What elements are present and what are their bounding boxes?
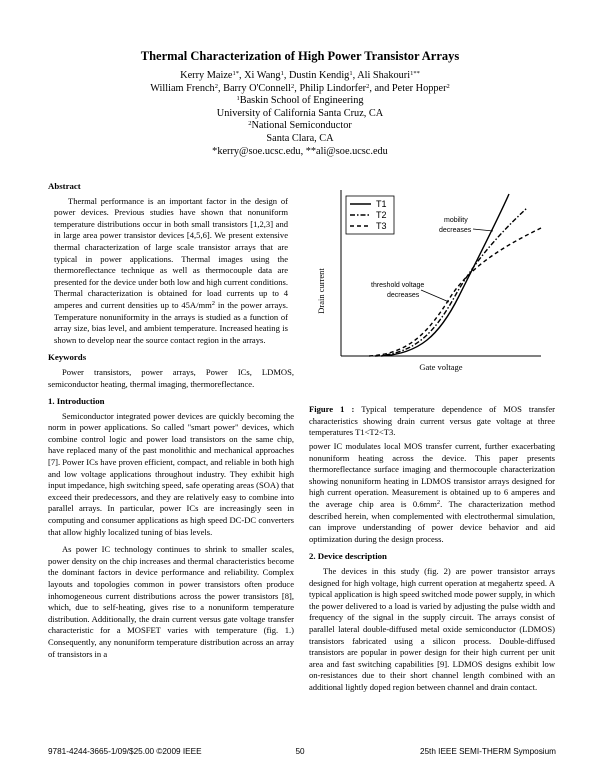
- author-affil-marker: 2: [366, 82, 370, 90]
- author-line-1: Kerry Maize$^{1*}$, Xi Wang$^1$, Dustin Kendig$^1$, Ali Shakouri$^{1**}$: [180, 70, 420, 81]
- affiliation-name: Baskin School of Engineering: [239, 95, 364, 107]
- affiliation-2-location: Santa Clara, CA: [266, 132, 334, 144]
- author-name: Xi Wang: [244, 70, 281, 81]
- abstract-text-part: Thermal performance is an important factor in the design of power devices. Previous studies have shown that nonuniform temperature distributions occur in both small transistors [1,2,3] and in large area power transistor devices [4,5,6]. We present extensive thermal characterization of large scale transistor arrays that are typical in power applications. Thermal images using the thermoreflectance technique as well as thermocouple data are presented for the device under both low and high current conditions. Thermal characterization is obtained for load currents up to 4 amperes and current densities up to 45A/mm: [54, 195, 288, 310]
- author-name: Dustin Kendig: [288, 70, 350, 81]
- author-affil-marker: 2: [214, 82, 218, 90]
- section-1-paragraph-1: Semiconductor integrated power devices are quickly becoming the norm in power applications. So called "smart power" devices, which combine control logic and power load transistors on the same chip, have replaced many of the past monolithic and mechanical approaches [7]. Power ICs have proven efficient, compact, and reliable in both high and low voltage applications throughout industry. They exhibit high input impedance, high switching speed, safe operating areas (SOA) that exceed their predecessors, and they are relatively easy to combine into parallel arrays. In particular, power ICs are increasingly seen in computing and consumer applications as high speed DC-DC converters that allow highly localized tuning of bias levels.: [48, 410, 294, 537]
- abstract-heading: Abstract: [48, 181, 81, 191]
- author-name: Kerry Maize: [180, 70, 233, 81]
- affil-marker: 2: [248, 120, 252, 128]
- legend-label-t2: T2: [376, 210, 387, 220]
- affiliation-1-location: University of California Santa Cruz, CA: [216, 107, 384, 119]
- author-affil-marker: 2: [446, 82, 450, 90]
- paragraph-text-part: power IC modulates local MOS transfer current, further exacerbating nonuniform heating across the device. This paper presents thermoreflectance surface imaging and thermocouple characterization showing nonuniform heating in LDMOS transistor arrays designed for high current operation. Measurement is obtained up to 6 amperes and the average chip area is 0.6mm: [309, 441, 555, 509]
- section-2-heading: 2. Device description: [309, 551, 387, 562]
- author-name: Philip Lindorfer: [299, 82, 367, 94]
- section-1-paragraph-3: [309, 441, 555, 545]
- author-affil-marker: 1: [280, 70, 284, 77]
- y-axis-label: Drain current: [316, 268, 326, 314]
- annotation-threshold: threshold voltage: [371, 282, 425, 289]
- author-affil-marker: 1**: [410, 70, 420, 77]
- author-emails: *kerry@soe.ucsc.edu, **ali@soe.ucsc.edu: [212, 145, 388, 157]
- annotation-arrow-threshold: [421, 290, 449, 302]
- keywords-heading: Keywords: [48, 352, 87, 363]
- author-line-2: William French$^2$, Barry O'Connell$^2$, Philip Lindorfer$^2$, and Peter Hopper$^2$: [150, 82, 450, 94]
- superscript: 2: [436, 498, 441, 506]
- right-column: [309, 441, 555, 699]
- author-affil-marker: 1: [349, 70, 353, 77]
- section-2-paragraph-1: The devices in this study (fig. 2) are power transistor arrays designed for high voltage, high current operation at megahertz speed. A typical application is high speed switched mode power supply, in which the power delivered to a load is varied by adjusting the pulse width and frequency of the signal in the supply circuit. The arrays consist of parallel lateral double-diffused metal oxide semiconductor (LDMOS) transistors fabricated using a silicon process. Double-diffused transistors are popular in power design for their high current per unit area and fast switching capabilities [9]. LDMOS designs exhibit low on-resistances due to their short channel length combined with an additional lightly doped region between channel and drain contact.: [309, 565, 555, 692]
- author-name: Barry O'Connell: [223, 82, 292, 94]
- annotation-arrow-mobility: [473, 229, 493, 231]
- author-name: Peter Hopper: [391, 82, 447, 94]
- annotation-mobility-2: decreases: [439, 227, 472, 234]
- caption-text: Typical temperature dependence of MOS transfer characteristics showing drain current versus gate voltage at three temperatures T1<T2<T3.: [309, 404, 555, 438]
- legend-label-t3: T3: [376, 221, 387, 231]
- annotation-mobility: mobility: [444, 217, 468, 224]
- x-axis-label: Gate voltage: [419, 362, 463, 372]
- affiliation-2: [0, 120, 600, 133]
- author-block: [0, 70, 600, 158]
- legend-label-t1: T1: [376, 199, 387, 209]
- affiliation-name: National Semiconductor: [251, 120, 352, 132]
- author-affil-marker: 1*: [232, 70, 239, 77]
- affiliation-1: [0, 95, 600, 108]
- author-affil-marker: 2: [291, 82, 295, 90]
- left-column: [48, 181, 294, 660]
- figure-1-caption: [309, 404, 555, 439]
- figure-1-plot: [309, 186, 555, 376]
- footer-venue: 25th IEEE SEMI-THERM Symposium: [419, 747, 556, 756]
- section-1-paragraph-2: As power IC technology continues to shrink to smaller scales, power density on the chip increases and thermal characteristics become the dominant factors in device performance and reliability. Complex layouts and topologies common in power transistors often produce inhomogeneous current distributions across the power transistors [8], which, due to self-heating, gives rise to a nonuniform temperature distribution. Additionally, the drain current versus gate voltage transfer characteristic for a MOSFET varies with temperature (fig. 1.) Consequently, any nonuniform temperature distribution across an array of transistors in a: [48, 544, 294, 659]
- annotation-threshold-2: decreases: [387, 292, 420, 299]
- author-name: Ali Shakouri: [357, 70, 411, 81]
- footer-page-number: 50: [295, 747, 305, 756]
- superscript: 2: [211, 299, 216, 307]
- abstract-text-part: in the power arrays. Temperature nonuniformity in the arrays is studied as a function of array size, bias level, and ambient temperature. Increased heating is shown to develop near the source contact region in the arrays.: [54, 299, 288, 345]
- section-1-heading: 1. Introduction: [48, 396, 105, 407]
- affil-marker: 1: [236, 95, 240, 103]
- author-name: William French: [150, 82, 215, 94]
- paper-title: Thermal Characterization of High Power Transistor Arrays: [140, 49, 460, 63]
- paragraph-text-part: . The characterization method described herein, when complemented with electrothermal simulation, can improve understanding of power device behavior and aid optimization during the design process.: [309, 498, 555, 544]
- figure-1: [309, 186, 555, 376]
- abstract-text: [48, 196, 294, 347]
- footer-copyright: 9781-4244-3665-1/09/$25.00 ©2009 IEEE: [48, 747, 202, 756]
- caption-label: Figure 1 :: [309, 404, 355, 414]
- keywords-text: Power transistors, power arrays, Power ICs, LDMOS, semiconductor heating, thermal imaging, thermoreflectance.: [48, 366, 294, 389]
